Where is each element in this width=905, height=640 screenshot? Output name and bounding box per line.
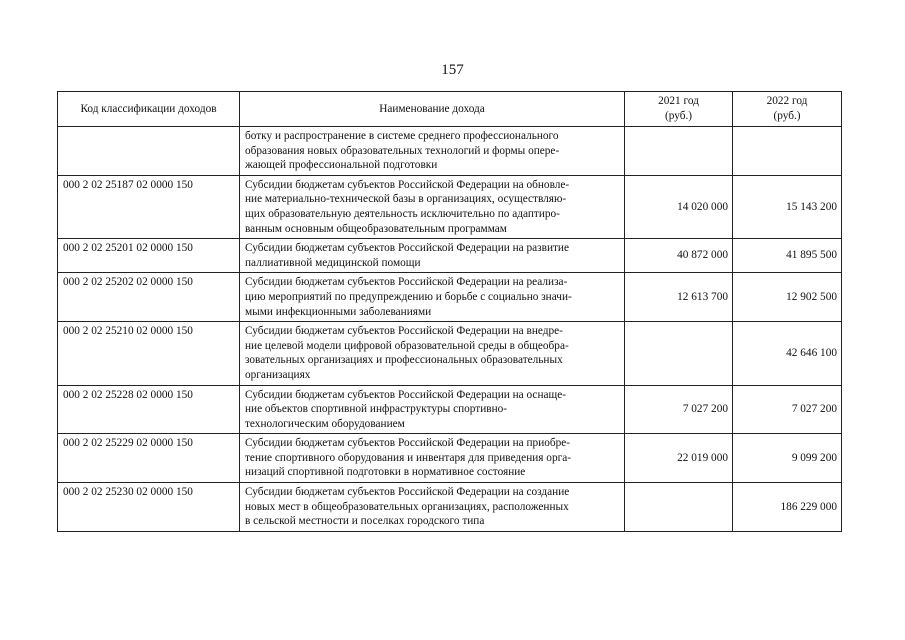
revenue-name-line: жающей профессиональной подготовки bbox=[245, 159, 438, 172]
header-code: Код классификации доходов bbox=[58, 92, 240, 127]
revenue-name bbox=[240, 434, 625, 483]
revenue-name-line: в сельской местности и поселках городского типа bbox=[245, 515, 485, 528]
table-row bbox=[58, 322, 842, 385]
revenue-code bbox=[58, 127, 240, 176]
revenue-code: 000 2 02 25228 02 0000 150 bbox=[58, 385, 240, 434]
amount-2021: 14 020 000 bbox=[625, 175, 733, 238]
revenue-name-line: цию мероприятий по предупреждению и борьбе с социально значи- bbox=[245, 290, 572, 303]
amount-2021: 12 613 700 bbox=[625, 273, 733, 322]
revenue-name-line: щих образовательную деятельность исключительно по адаптиро- bbox=[245, 207, 560, 220]
amount-2022 bbox=[733, 127, 842, 176]
revenue-name bbox=[240, 273, 625, 322]
amount-2021 bbox=[625, 322, 733, 385]
revenue-name-line: низаций спортивной подготовки в нормативное состояние bbox=[245, 466, 526, 479]
revenue-name bbox=[240, 322, 625, 385]
header-2021 bbox=[625, 92, 733, 127]
revenue-name-line: образования новых образовательных технологий и формы опере- bbox=[245, 144, 560, 157]
table-row bbox=[58, 273, 842, 322]
revenue-name bbox=[240, 385, 625, 434]
revenue-name-line: ботку и распространение в системе среднего профессионального bbox=[245, 130, 559, 142]
revenue-name bbox=[240, 239, 625, 273]
amount-2022: 7 027 200 bbox=[733, 385, 842, 434]
revenue-name-line: ние целевой модели цифровой образовательной среды в общеобра- bbox=[245, 339, 569, 352]
revenue-name-line: Субсидии бюджетам субъектов Российской Федерации на внедре- bbox=[245, 325, 563, 338]
header-2021-unit: (руб.) bbox=[664, 110, 693, 122]
amount-2022: 9 099 200 bbox=[733, 434, 842, 483]
table-row bbox=[58, 385, 842, 434]
amount-2021 bbox=[625, 483, 733, 532]
table-row bbox=[58, 175, 842, 238]
page-number: 157 bbox=[441, 62, 464, 78]
header-2021-year: 2021 год bbox=[658, 95, 699, 108]
amount-2022: 42 646 100 bbox=[733, 322, 842, 385]
revenue-name bbox=[240, 175, 625, 238]
table-row bbox=[58, 483, 842, 532]
revenue-name-line: Субсидии бюджетам субъектов Российской Федерации на приобре- bbox=[245, 437, 571, 450]
revenue-name-line: Субсидии бюджетам субъектов Российской Федерации на оснаще- bbox=[245, 388, 566, 401]
revenue-name-line: Субсидии бюджетам субъектов Российской Федерации на реализа- bbox=[245, 276, 568, 289]
amount-2021: 7 027 200 bbox=[625, 385, 733, 434]
revenue-code: 000 2 02 25201 02 0000 150 bbox=[58, 239, 240, 273]
table-row bbox=[58, 434, 842, 483]
revenue-name-line: организациях bbox=[245, 368, 311, 381]
revenue-name-line: Субсидии бюджетам субъектов Российской Федерации на обновле- bbox=[245, 178, 570, 191]
header-2022-unit: (руб.) bbox=[773, 110, 801, 122]
revenue-name-line: технологическим оборудованием bbox=[245, 417, 405, 430]
revenue-name bbox=[240, 483, 625, 532]
revenue-name-line: Субсидии бюджетам субъектов Российской Федерации на развитие bbox=[245, 242, 569, 255]
amount-2021: 40 872 000 bbox=[625, 239, 733, 273]
table-row bbox=[58, 239, 842, 273]
revenue-name-line: ние объектов спортивной инфраструктуры спортивно- bbox=[245, 403, 508, 416]
revenue-name-line: тение спортивного оборудования и инвентаря для приведения орга- bbox=[245, 451, 572, 464]
revenue-code: 000 2 02 25210 02 0000 150 bbox=[58, 322, 240, 385]
revenue-code: 000 2 02 25187 02 0000 150 bbox=[58, 175, 240, 238]
amount-2022: 15 143 200 bbox=[733, 175, 842, 238]
revenue-name-line: зовательных организациях и профессиональных образовательных bbox=[245, 354, 563, 367]
revenue-table bbox=[57, 91, 842, 532]
revenue-name-line: паллиативной медицинской помощи bbox=[245, 256, 421, 269]
revenue-name-line: мыми инфекционными заболеваниями bbox=[245, 305, 432, 318]
table-header-row bbox=[58, 92, 842, 127]
table-body bbox=[58, 127, 842, 532]
amount-2021 bbox=[625, 127, 733, 176]
revenue-code: 000 2 02 25229 02 0000 150 bbox=[58, 434, 240, 483]
header-name: Наименование дохода bbox=[240, 92, 625, 127]
amount-2022: 41 895 500 bbox=[733, 239, 842, 273]
amount-2022: 186 229 000 bbox=[733, 483, 842, 532]
header-2022 bbox=[733, 92, 842, 127]
header-2022-year: 2022 год bbox=[766, 95, 808, 108]
amount-2021: 22 019 000 bbox=[625, 434, 733, 483]
revenue-name bbox=[240, 127, 625, 176]
amount-2022: 12 902 500 bbox=[733, 273, 842, 322]
revenue-name-line: ние материально-технической базы в организациях, осуществляю- bbox=[245, 193, 567, 206]
revenue-code: 000 2 02 25202 02 0000 150 bbox=[58, 273, 240, 322]
revenue-name-line: ванным основным общеобразовательным программам bbox=[245, 222, 507, 235]
table-row bbox=[58, 127, 842, 176]
revenue-name-line: новых мест в общеобразовательных организациях, расположенных bbox=[245, 500, 569, 513]
revenue-name-line: Субсидии бюджетам субъектов Российской Федерации на создание bbox=[245, 486, 570, 499]
revenue-code: 000 2 02 25230 02 0000 150 bbox=[58, 483, 240, 532]
